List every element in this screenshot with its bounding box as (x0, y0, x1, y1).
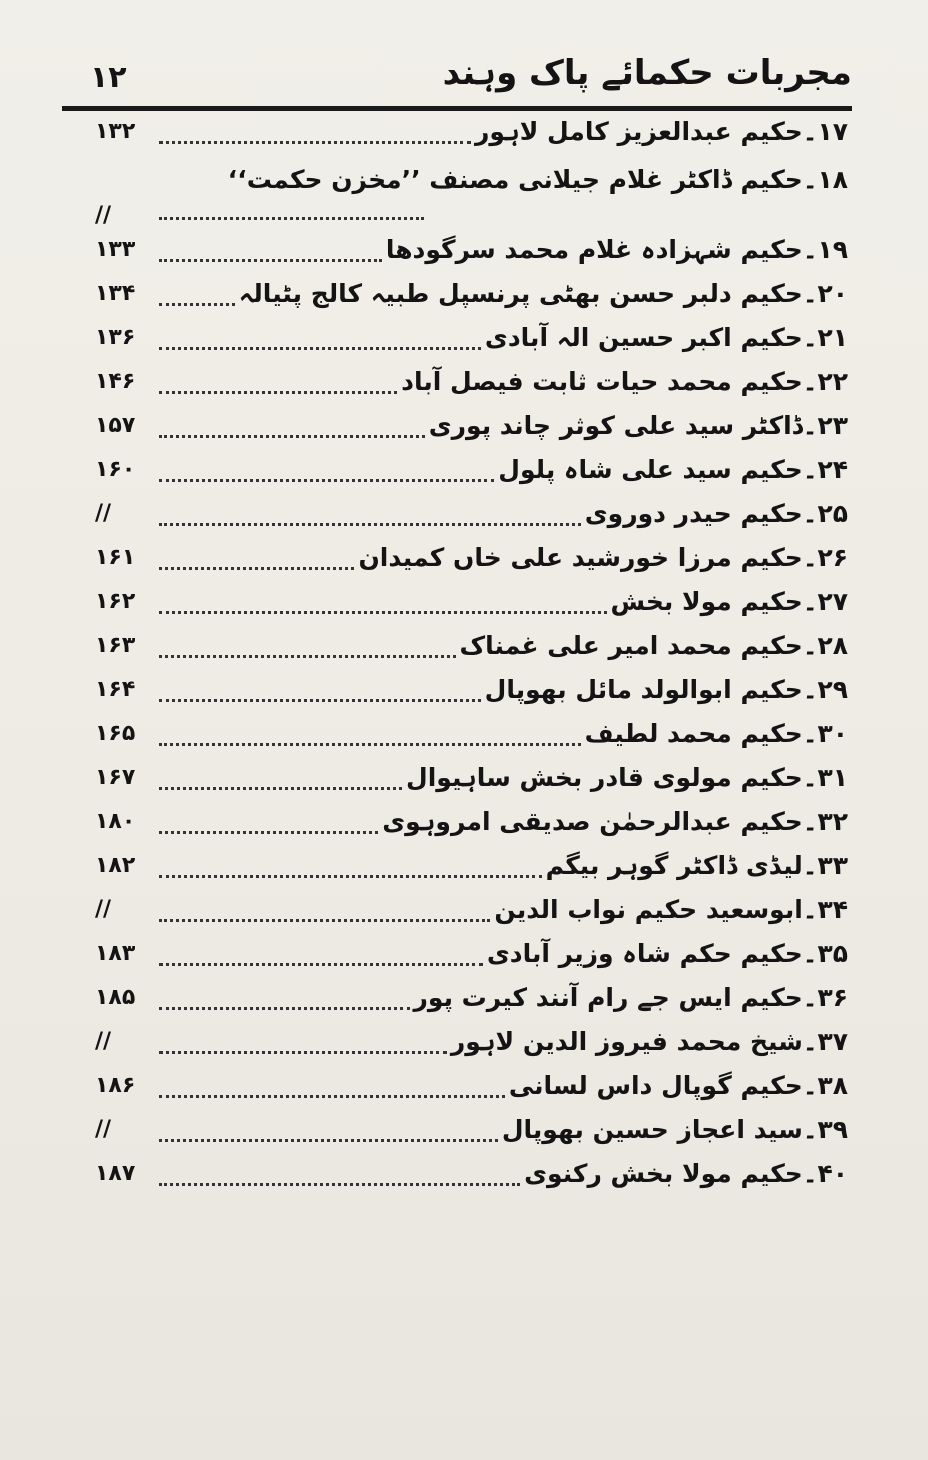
toc-entry (95, 404, 848, 448)
page-number: ۱۲ (90, 60, 127, 95)
toc-entry (95, 316, 848, 360)
entry-title: ۲۷۔حکیم مولا بخش (610, 587, 848, 616)
entry-page: ۱۶۴ (95, 677, 136, 702)
dot-leader (159, 1139, 498, 1142)
entry-title: ۱۸۔حکیم ڈاکٹر غلام جیلانی مصنف ’’مخزن حکمت‘‘ (227, 165, 848, 194)
dot-leader (159, 479, 494, 482)
toc-entry (95, 800, 848, 844)
toc-entry (95, 1152, 848, 1196)
page-header (62, 52, 852, 114)
toc-entry (95, 668, 848, 712)
toc-entry (95, 360, 848, 404)
dot-leader (159, 699, 481, 702)
entry-title: ۳۳۔لیڈی ڈاکٹر گوہر بیگم (545, 851, 848, 880)
toc-entry (95, 272, 848, 316)
entry-page: ۱۸۵ (95, 985, 136, 1010)
entry-title: ۲۵۔حکیم حیدر دوروی (584, 499, 848, 528)
table-of-contents (95, 110, 848, 1196)
dot-leader (159, 963, 483, 966)
entry-title: ۲۴۔حکیم سید علی شاہ پلول (498, 455, 848, 484)
toc-entry (95, 1108, 848, 1152)
entry-page: ۱۸۲ (95, 853, 136, 878)
entry-page: ۱۸۷ (95, 1161, 136, 1186)
entry-page: ۱۴۶ (95, 369, 136, 394)
entry-page: ۱۸۳ (95, 941, 136, 966)
entry-title: ۲۱۔حکیم اکبر حسین الہ آبادی (484, 323, 848, 352)
toc-entry (95, 624, 848, 668)
dot-leader (159, 435, 425, 438)
entry-page: ۱۸۶ (95, 1073, 136, 1098)
dot-leader (159, 1095, 505, 1098)
entry-page: // (95, 897, 112, 922)
entry-page: ۱۶۳ (95, 633, 136, 658)
dot-leader (159, 611, 607, 614)
entry-page: // (95, 203, 112, 228)
entry-page: // (95, 1029, 112, 1054)
entry-title: ۳۵۔حکیم حکم شاہ وزیر آبادی (486, 939, 848, 968)
dot-leader (159, 1051, 447, 1054)
toc-entry (95, 228, 848, 272)
dot-leader (159, 875, 542, 878)
entry-title: ۲۹۔حکیم ابوالولد مائل بھوپال (484, 675, 848, 704)
toc-entry (95, 932, 848, 976)
entry-title: ۳۷۔شیخ محمد فیروز الدین لاہور (450, 1027, 848, 1056)
dot-leader (159, 831, 378, 834)
entry-title: ۳۸۔حکیم گوپال داس لسانی (508, 1071, 848, 1100)
entry-title: ۳۴۔ابوسعید حکیم نواب الدین (494, 895, 848, 924)
dot-leader (159, 919, 490, 922)
entry-title: ۴۰۔حکیم مولا بخش رکنوی (524, 1159, 848, 1188)
running-title: مجربات حکمائے پاک وہند (442, 53, 852, 93)
entry-page: ۱۵۷ (95, 413, 136, 438)
entry-page: // (95, 1117, 112, 1142)
toc-entry (95, 756, 848, 800)
toc-entry (95, 1020, 848, 1064)
entry-page: ۱۳۳ (95, 237, 136, 262)
dot-leader (159, 141, 471, 144)
toc-entry (95, 536, 848, 580)
entry-title: ۲۸۔حکیم محمد امیر علی غمناک (459, 631, 848, 660)
entry-title: ۳۱۔حکیم مولوی قادر بخش ساہیوال (406, 763, 848, 792)
entry-page: // (95, 501, 112, 526)
toc-entry (95, 712, 848, 756)
entry-page: ۱۶۲ (95, 589, 136, 614)
dot-leader (159, 303, 235, 306)
toc-entry (95, 580, 848, 624)
entry-title: ۳۶۔حکیم ایس جے رام آنند کیرت پور (413, 983, 848, 1012)
dot-leader (159, 1183, 520, 1186)
entry-title: ۲۰۔حکیم دلبر حسن بھٹی پرنسپل طبیہ کالج پٹیالہ (238, 279, 848, 308)
entry-title: ۱۷۔حکیم عبدالعزیز کامل لاہور (475, 117, 848, 146)
toc-entry (95, 888, 848, 932)
dot-leader (159, 347, 481, 350)
dot-leader (159, 567, 354, 570)
dot-leader (159, 259, 382, 262)
entry-title: ۲۶۔حکیم مرزا خورشید علی خاں کمیدان (358, 543, 848, 572)
entry-title: ۳۰۔حکیم محمد لطیف (584, 719, 848, 748)
entry-page: ۱۳۶ (95, 325, 136, 350)
dot-leader (159, 391, 397, 394)
toc-entry (95, 492, 848, 536)
dot-leader (159, 523, 581, 526)
entry-page: ۱۳۲ (95, 119, 136, 144)
entry-title: ۳۲۔حکیم عبدالرحمٰن صدیقی امروہوی (382, 807, 848, 836)
entry-page: ۱۸۰ (95, 809, 136, 834)
entry-title: ۲۳۔ڈاکٹر سید علی کوثر چاند پوری (428, 411, 848, 440)
entry-page: ۱۶۱ (95, 545, 136, 570)
entry-title: ۳۹۔سید اعجاز حسین بھوپال (501, 1115, 848, 1144)
dot-leader (159, 655, 456, 658)
toc-entry (95, 1064, 848, 1108)
dot-leader (159, 787, 402, 790)
toc-entry (95, 844, 848, 888)
dot-leader (159, 743, 581, 746)
toc-entry (95, 110, 848, 154)
entry-page: ۱۶۰ (95, 457, 136, 482)
toc-entry (95, 154, 848, 228)
entry-title: ۱۹۔حکیم شہزادہ غلام محمد سرگودھا (385, 235, 848, 264)
dot-leader (159, 1007, 410, 1010)
dot-leader (159, 217, 424, 220)
entry-page: ۱۶۷ (95, 765, 136, 790)
toc-entry (95, 976, 848, 1020)
toc-entry (95, 448, 848, 492)
entry-title: ۲۲۔حکیم محمد حیات ثابت فیصل آباد (401, 367, 848, 396)
entry-page: ۱۳۴ (95, 281, 136, 306)
entry-page: ۱۶۵ (95, 721, 136, 746)
